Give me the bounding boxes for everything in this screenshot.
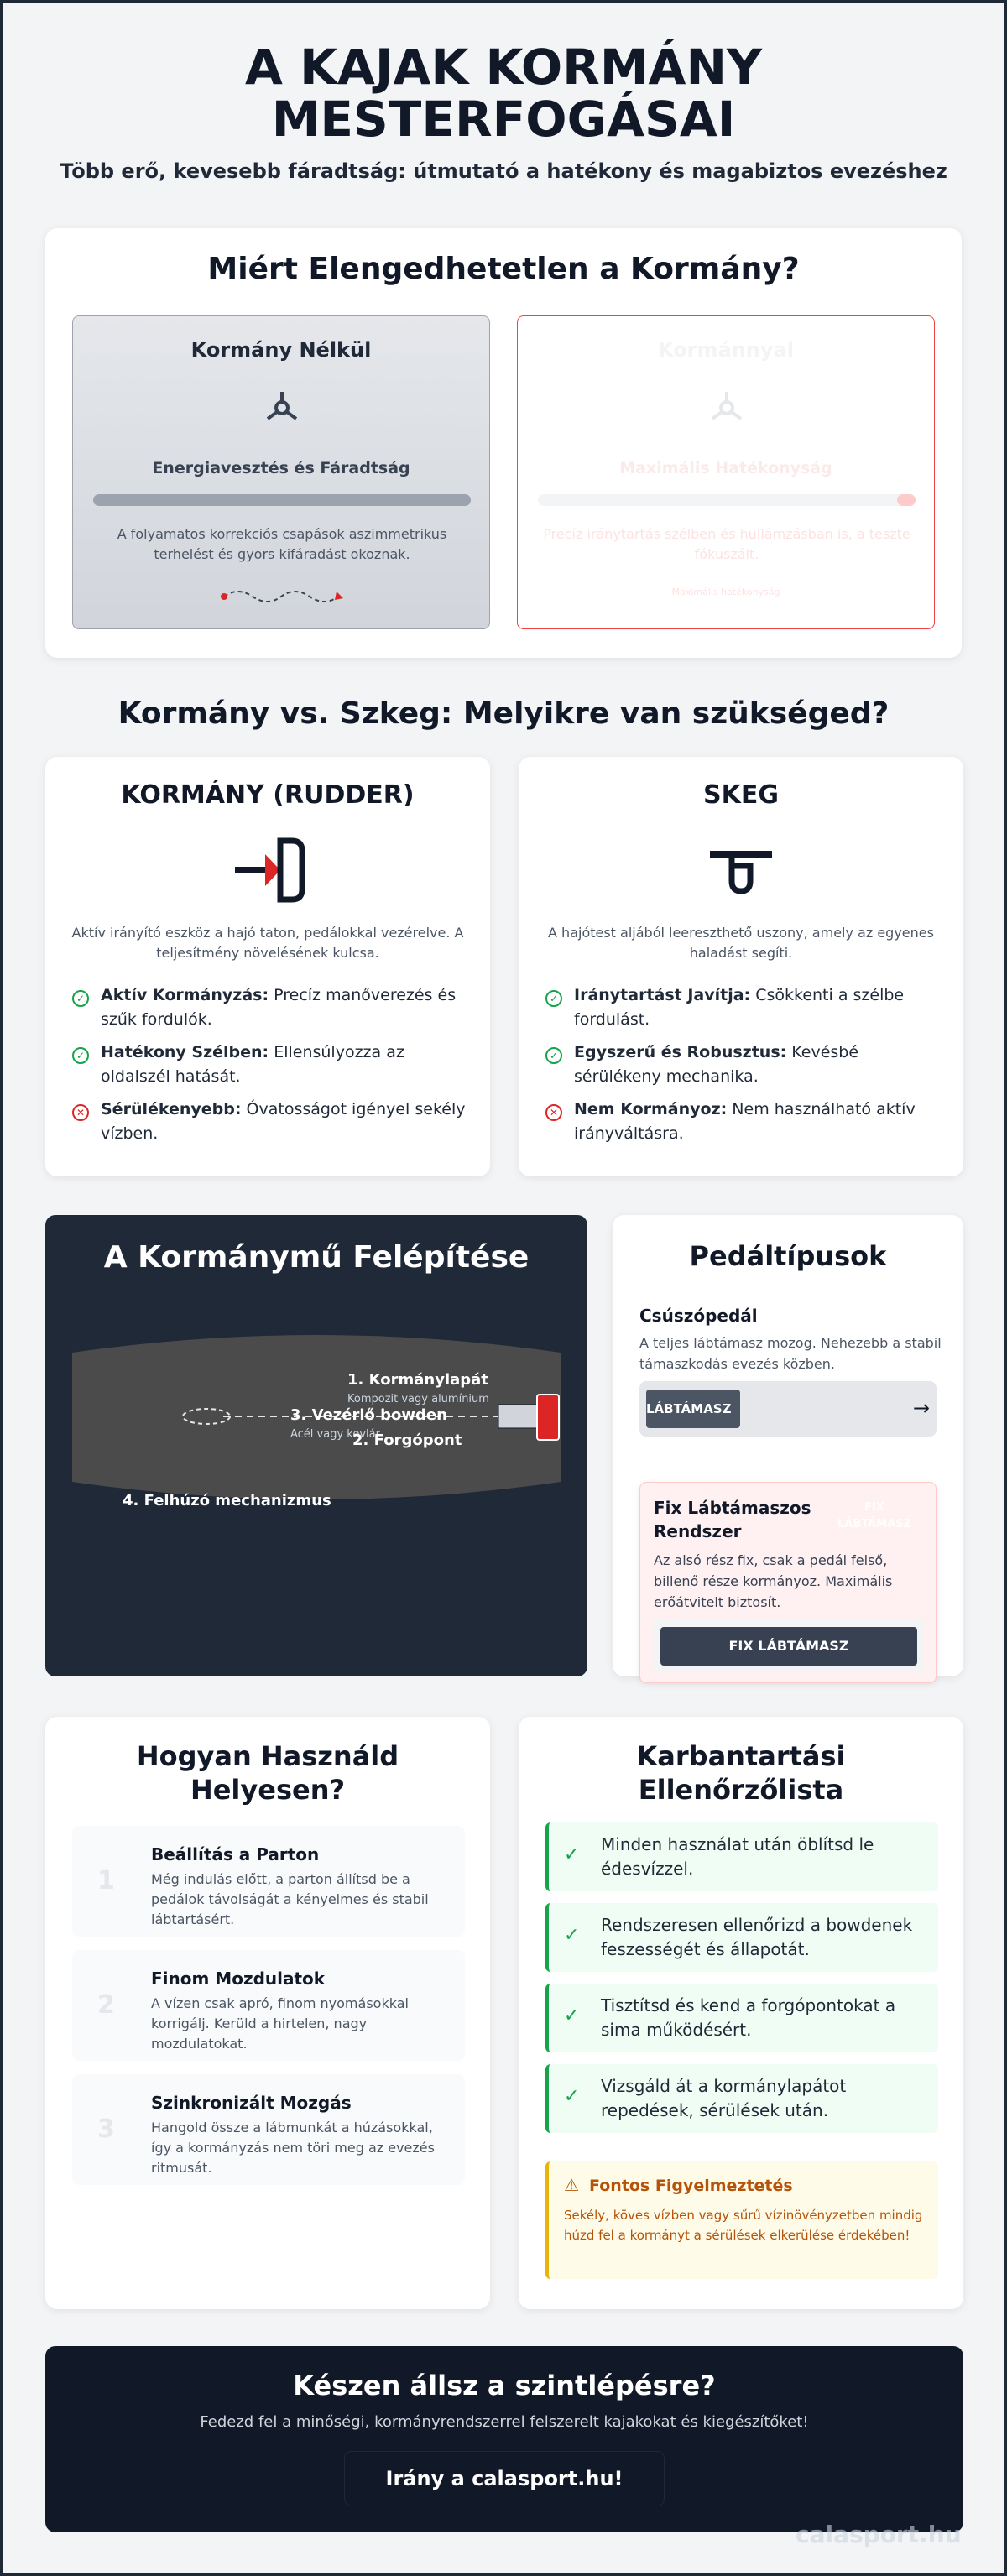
step-title: Beállítás a Parton bbox=[151, 1844, 320, 1864]
check-icon: ✓ bbox=[564, 1925, 580, 1946]
check-circle-icon: ✓ bbox=[545, 1047, 562, 1064]
label-blade: 1. Kormánylapát bbox=[347, 1371, 488, 1389]
cta-button[interactable]: Irány a calasport.hu! bbox=[345, 2452, 664, 2506]
label-lift: 4. Felhúzó mechanizmus bbox=[123, 1492, 331, 1510]
why-title: Miért Elengedhetetlen a Kormány? bbox=[207, 252, 800, 286]
label-cable: 3. Vezérlő bowden bbox=[290, 1406, 447, 1424]
pedals-card bbox=[613, 1215, 963, 1676]
step-text: Még indulás előtt, a parton állítsd be a pedálok távolságát a kényelmes és stabil lábtartásért. bbox=[151, 1871, 429, 1927]
step-title: Szinkronizált Mozgás bbox=[151, 2093, 352, 2113]
helm-icon bbox=[263, 388, 301, 427]
x-circle-icon: ✕ bbox=[545, 1104, 562, 1121]
fixed-pedal-text: Az alsó rész fix, csak a pedál felső, billenő része kormányoz. Maximális erőátvitelt biztosít. bbox=[654, 1552, 893, 1610]
with-rudder-label: Maximális Hatékonyság bbox=[619, 459, 832, 477]
page-title-line-2: MESTERFOGÁSAI bbox=[271, 91, 736, 148]
usage-card bbox=[45, 1717, 490, 2309]
skeg-title: SKEG bbox=[703, 780, 779, 810]
check-circle-icon: ✓ bbox=[72, 990, 89, 1007]
page-subtitle: Több erő, kevesebb fáradtság: útmutató a hatékony és magabiztos evezéshez bbox=[60, 159, 947, 183]
checklist-item-text: Rendszeresen ellenőrizd a bowdenek feszességét és állapotát. bbox=[601, 1915, 913, 1959]
rudder-title: KORMÁNY (RUDDER) bbox=[121, 780, 415, 810]
usage-step bbox=[72, 2074, 465, 2185]
page-title-line-1: A KAJAK KORMÁNY bbox=[245, 39, 762, 96]
skeg-desc: A hajótest aljából leereszthető uszony, amely az egyenes haladást segíti. bbox=[548, 925, 934, 961]
check-circle-icon: ✓ bbox=[72, 1047, 89, 1064]
fixed-pedal-overlay: FIX LÁBTÁMASZ bbox=[837, 1501, 911, 1530]
straight-path-label: Maximális hatékonyság bbox=[671, 587, 780, 597]
why-section bbox=[45, 228, 962, 658]
maintenance-card bbox=[519, 1717, 963, 2309]
checklist-item-text: Tisztítsd és kend a forgópontokat a sima működésért. bbox=[601, 1995, 896, 2040]
label-blade-sub: Kompozit vagy alumínium bbox=[347, 1393, 489, 1405]
rudder-feature-1: Aktív Kormányzás: Precíz manőverezés és szűk fordulók. bbox=[101, 986, 457, 1029]
without-rudder-text: A folyamatos korrekciós csapások aszimmetrikus terhelést és gyors kifáradást okoznak. bbox=[117, 526, 447, 562]
pedals-title: Pedáltípusok bbox=[689, 1240, 887, 1272]
usage-title-line-2: Helyesen? bbox=[190, 1774, 346, 1806]
checklist-item bbox=[545, 1822, 938, 1891]
label-cable-sub: Acél vagy kevlár bbox=[290, 1428, 380, 1441]
checklist-item bbox=[545, 1903, 938, 1972]
maintenance-title-line-1: Karbantartási bbox=[636, 1740, 846, 1772]
check-icon: ✓ bbox=[564, 1844, 580, 1865]
usage-step bbox=[72, 1950, 465, 2061]
rudder-icon bbox=[233, 834, 305, 906]
sliding-footrest-block bbox=[646, 1390, 740, 1428]
skeg-feature-1: Iránytartást Javítja: Csökkenti a szélbe fordulást. bbox=[574, 986, 905, 1029]
arrow-right-icon: → bbox=[912, 1396, 930, 1420]
rudder-card bbox=[45, 757, 490, 1176]
checklist-item-text: Vizsgáld át a kormánylapátot repedések, sérülések után. bbox=[601, 2076, 847, 2120]
rudder-feature-2: Hatékony Szélben: Ellensúlyozza az oldalszél hatását. bbox=[101, 1043, 404, 1086]
warning-text: Sekély, köves vízben vagy sűrű vízinövényzetben mindig húzd fel a kormányt a sérülések elkerülése érdekében! bbox=[564, 2208, 923, 2243]
without-rudder-card bbox=[72, 315, 490, 629]
x-circle-icon: ✕ bbox=[72, 1104, 89, 1121]
with-rudder-card bbox=[517, 315, 935, 629]
without-rudder-title: Kormány Nélkül bbox=[190, 338, 372, 362]
zigzag-path bbox=[221, 581, 347, 607]
helm-icon bbox=[707, 388, 746, 427]
warning-box bbox=[545, 2161, 938, 2279]
fixed-footrest-frame bbox=[654, 1619, 924, 1672]
cta-text: Fedezd fel a minőségi, kormányrendszerrel felszerelt kajakokat és kiegészítőket! bbox=[200, 2413, 809, 2431]
maintenance-title-line-2: Ellenőrzőlista bbox=[638, 1774, 844, 1806]
check-icon: ✓ bbox=[564, 2086, 580, 2107]
step-number: 2 bbox=[97, 1990, 115, 2020]
cta-banner bbox=[45, 2346, 963, 2532]
sliding-pedal-text: A teljes lábtámasz mozog. Nehezebb a stabil támaszkodás evezés közben. bbox=[639, 1335, 942, 1372]
checklist-item bbox=[545, 2064, 938, 2133]
sliding-pedal-title: Csúszópedál bbox=[639, 1306, 758, 1326]
usage-title-line-1: Hogyan Használd bbox=[136, 1740, 399, 1772]
warning-triangle-icon: ⚠ bbox=[564, 2175, 579, 2195]
compare-title: Kormány vs. Szkeg: Melyikre van szükséged? bbox=[117, 696, 890, 731]
skeg-icon bbox=[705, 847, 777, 898]
skeg-feature-2: Egyszerű és Robusztus: Kevésbé sérülékeny mechanika. bbox=[574, 1043, 859, 1086]
sliding-pedal-demo bbox=[639, 1381, 937, 1437]
skeg-card bbox=[519, 757, 963, 1176]
energy-bar bbox=[93, 494, 471, 506]
step-text: Hangold össze a lábmunkát a húzásokkal, így a kormányzás nem töri meg az evezés ritmusát. bbox=[151, 2120, 435, 2176]
check-circle-icon: ✓ bbox=[545, 990, 562, 1007]
watermark: calasport.hu bbox=[796, 2521, 962, 2548]
anatomy-title: A Kormánymű Felépítése bbox=[103, 1240, 530, 1275]
fixed-pedal-box bbox=[639, 1482, 937, 1683]
step-title: Finom Mozdulatok bbox=[151, 1969, 326, 1989]
step-number: 3 bbox=[97, 2115, 115, 2144]
sliding-footrest-label: LÁBTÁMASZ bbox=[646, 1401, 732, 1416]
checklist-item bbox=[545, 1984, 938, 2052]
without-rudder-label: Energiavesztés és Fáradtság bbox=[152, 459, 410, 477]
step-number: 1 bbox=[97, 1866, 115, 1895]
with-rudder-title: Kormánnyal bbox=[658, 338, 794, 362]
efficiency-bar bbox=[538, 494, 916, 506]
usage-step bbox=[72, 1826, 465, 1937]
skeg-feature-3: Nem Kormányoz: Nem használható aktív irányváltásra. bbox=[574, 1100, 916, 1143]
anatomy-card bbox=[45, 1215, 587, 1676]
step-text: A vízen csak apró, finom nyomásokkal korrigálj. Kerüld a hirtelen, nagy mozdulatokat. bbox=[151, 1995, 409, 2052]
with-rudder-text: Precíz iránytartás szélben és hullámzásban is, a teszte fókuszált. bbox=[543, 526, 910, 562]
infographic-page bbox=[3, 3, 1004, 2573]
check-icon: ✓ bbox=[564, 2005, 580, 2026]
fixed-footrest-button: FIX LÁBTÁMASZ bbox=[660, 1627, 917, 1666]
fixed-pedal-title: Fix Lábtámaszos Rendszer bbox=[654, 1498, 811, 1541]
label-pivot: 2. Forgópont bbox=[352, 1431, 462, 1449]
cta-title: Készen állsz a szintlépésre? bbox=[293, 2370, 716, 2401]
rudder-feature-3: Sérülékenyebb: Óvatosságot igényel sekély vízben. bbox=[101, 1100, 466, 1143]
rudder-desc: Aktív irányító eszköz a hajó taton, pedálokkal vezérelve. A teljesítmény növelésének kulcsa. bbox=[71, 925, 464, 961]
checklist-item-text: Minden használat után öblítsd le édesvízzel. bbox=[601, 1834, 874, 1879]
warning-title: Fontos Figyelmeztetés bbox=[589, 2177, 793, 2195]
